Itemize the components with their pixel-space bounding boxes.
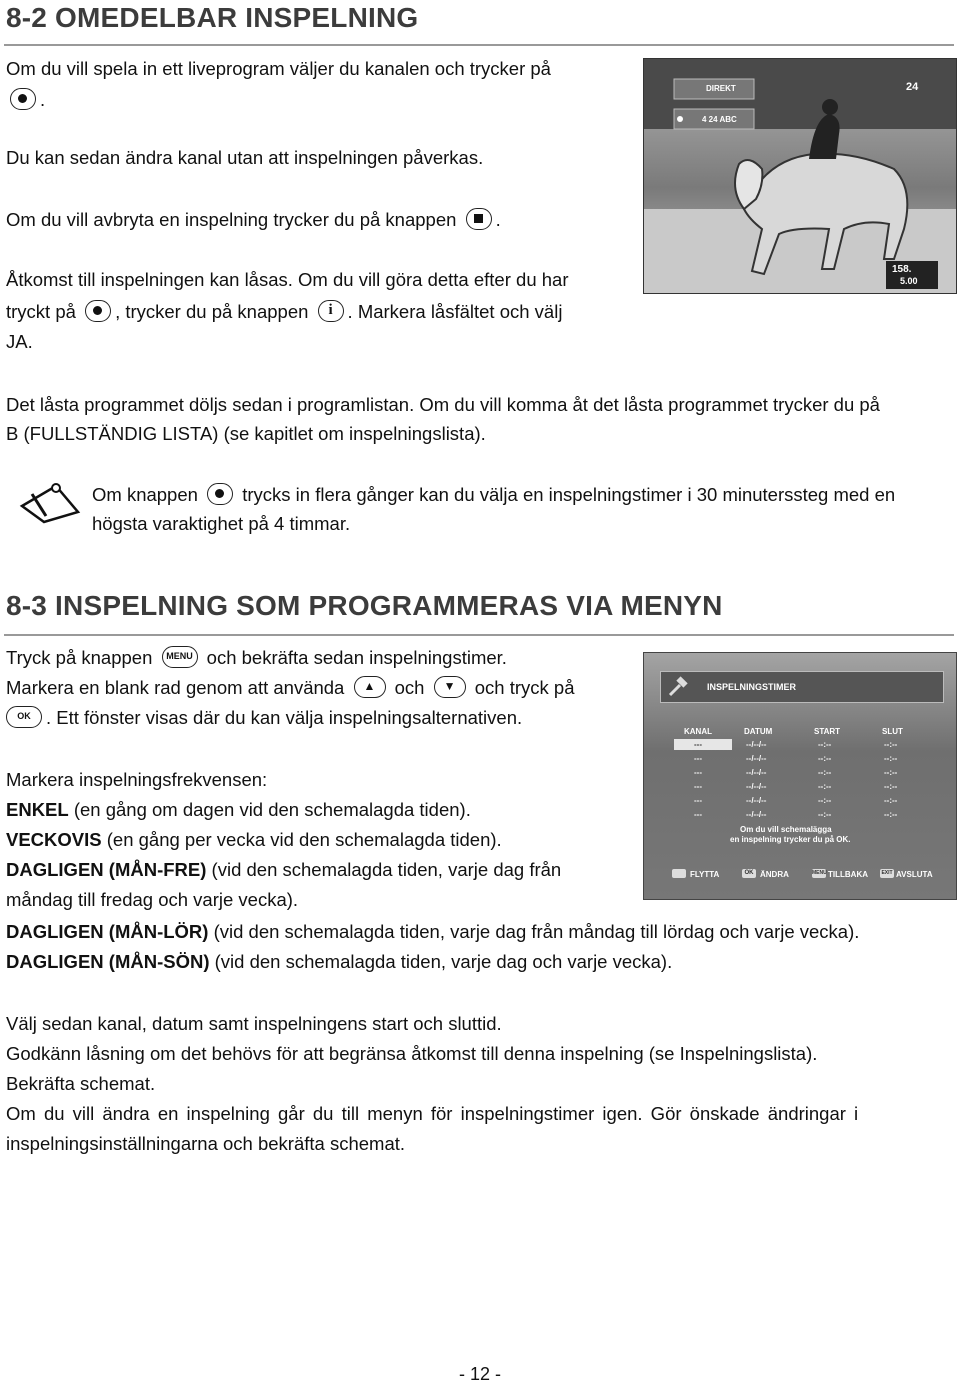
down-arrow-button-icon: ▼: [434, 676, 466, 698]
paragraph-lock: Åtkomst till inspelningen kan låsas. Om du vill göra detta efter du har: [6, 269, 569, 290]
text: Om du vill spela in ett liveprogram väljer du kanalen och trycker på: [6, 58, 551, 79]
tv-channel-info: 4 24 ABC: [702, 115, 737, 124]
col-header-kanal: KANAL: [684, 727, 712, 736]
col-header-start: START: [814, 727, 841, 736]
paragraph-locked-hidden: Det låsta programmet döljs sedan i programlistan. Om du vill komma åt det låsta programmet trycker du på: [6, 394, 880, 415]
col-header-datum: DATUM: [744, 727, 773, 736]
cell: --:--: [884, 754, 898, 763]
cell: ---: [694, 810, 702, 819]
section-title-8-3: 8-3 INSPELNING SOM PROGRAMMERAS VIA MENYN: [6, 590, 723, 621]
cell: --:--: [818, 754, 832, 763]
move-key-icon: [672, 869, 686, 878]
note-text: [92, 483, 895, 507]
text: Om du vill avbryta en inspelning trycker du på knappen: [6, 209, 457, 230]
text: , trycker du på knappen: [115, 301, 309, 322]
text: . Ett fönster visas där du kan välja inspelningsalternativen.: [46, 707, 523, 728]
option-desc: (en gång om dagen vid den schemalagda tiden).: [68, 799, 471, 820]
hammer-icon: [667, 676, 689, 698]
cell: --/--/--: [746, 810, 767, 819]
instruction-select: Välj sedan kanal, datum samt inspelningens start och sluttid.: [6, 1013, 502, 1034]
paragraph-lock-cont: [6, 300, 562, 324]
text: Tryck på knappen: [6, 647, 153, 668]
option-label: DAGLIGEN (MÅN-SÖN): [6, 951, 210, 972]
option-label: VECKOVIS: [6, 829, 102, 850]
cell: --:--: [884, 796, 898, 805]
instruction-modify: Om du vill ändra en inspelning går du till menyn för inspelningstimer igen. Gör önskade ändringar i: [6, 1103, 859, 1124]
option-desc: (vid den schemalagda tiden, varje dag och varje vecka).: [209, 951, 673, 972]
text: .: [40, 89, 46, 110]
text: .: [495, 209, 501, 230]
cell: --:--: [818, 810, 832, 819]
page-number: - 12 -: [458, 1364, 501, 1384]
cell: --:--: [818, 740, 832, 749]
tv-channel-number: 24: [906, 81, 919, 93]
footer-move[interactable]: FLYTTA: [690, 870, 720, 879]
record-button-icon: [85, 300, 111, 322]
option-enkel: [6, 798, 471, 822]
cell: --:--: [884, 768, 898, 777]
record-button-icon: [207, 483, 233, 505]
text: Om knappen: [92, 484, 198, 505]
select-frequency: Markera inspelningsfrekvensen:: [6, 769, 268, 790]
tv-screenshot: [643, 58, 957, 294]
exit-key-icon: EXIT: [881, 870, 893, 876]
cell: ---: [694, 796, 702, 805]
score-line-2: 5.00: [900, 276, 918, 286]
record-button-icon: [10, 88, 36, 110]
footer-back[interactable]: TILLBAKA: [828, 870, 868, 879]
menu-key-icon: MENU: [812, 870, 827, 876]
option-desc: (vid den schemalagda tiden, varje dag från: [206, 859, 562, 880]
instruction-modify-cont: inspelningsinställningarna och bekräfta schemat.: [6, 1133, 406, 1154]
option-daglig-man-fre: [6, 858, 561, 882]
cell: --:--: [884, 740, 898, 749]
menu-title: INSPELNINGSTIMER: [707, 682, 797, 692]
footer-exit[interactable]: AVSLUTA: [896, 870, 933, 879]
info-button-icon: i: [318, 300, 344, 322]
note-text-cont: högsta varaktighet på 4 timmar.: [92, 513, 351, 534]
ok-key-icon: OK: [742, 869, 756, 878]
option-label: DAGLIGEN (MÅN-LÖR): [6, 921, 209, 942]
cell: --/--/--: [746, 782, 767, 791]
cell: ---: [694, 740, 702, 749]
horse-race-image: [644, 59, 956, 293]
text: och tryck på: [474, 677, 575, 698]
cell: --/--/--: [746, 796, 767, 805]
cell: --:--: [818, 782, 832, 791]
text: och bekräfta sedan inspelningstimer.: [206, 647, 507, 668]
menu-header-bar: [660, 671, 944, 703]
cell: --/--/--: [746, 768, 767, 777]
col-header-slut: SLUT: [882, 727, 903, 736]
option-label: DAGLIGEN (MÅN-FRE): [6, 859, 207, 880]
text: och: [394, 677, 425, 698]
text: trycks in flera gånger kan du välja en inspelningstimer i 30 minuterssteg med en: [242, 484, 896, 505]
selected-row-highlight: [674, 739, 732, 750]
cell: --/--/--: [746, 740, 767, 749]
text: Markera en blank rad genom att använda: [6, 677, 345, 698]
paragraph-change-channel: Du kan sedan ändra kanal utan att inspelningen påverkas.: [6, 147, 484, 168]
step-menu: [6, 646, 507, 670]
tv-mode-label: DIREKT: [706, 84, 736, 93]
cell: --:--: [818, 796, 832, 805]
cell: --/--/--: [746, 754, 767, 763]
menu-footer: [644, 865, 956, 885]
paragraph-stop: [6, 208, 501, 232]
cell: ---: [694, 782, 702, 791]
cell: --:--: [884, 782, 898, 791]
paragraph-lock-end: JA.: [6, 331, 33, 352]
option-daglig-man-fre-cont: måndag till fredag och varje vecka).: [6, 889, 299, 910]
option-desc: (en gång per vecka vid den schemalagda tiden).: [101, 829, 502, 850]
option-label: ENKEL: [6, 799, 69, 820]
recording-timer-menu-screenshot: [643, 652, 957, 900]
up-arrow-button-icon: ▲: [354, 676, 386, 698]
section-rule: [4, 44, 954, 46]
option-daglig-man-lor: [6, 920, 859, 944]
ok-button-icon: OK: [6, 706, 42, 728]
score-line-1: 158.: [892, 264, 912, 275]
cell: --:--: [884, 810, 898, 819]
instruction-confirm: Bekräfta schemat.: [6, 1073, 156, 1094]
cell: --:--: [818, 768, 832, 777]
menu-button-icon: MENU: [162, 646, 198, 668]
option-desc: (vid den schemalagda tiden, varje dag från måndag till lördag och varje vecka).: [208, 921, 860, 942]
paragraph-locked-hidden-cont: B (FULLSTÄNDIG LISTA) (se kapitlet om inspelningslista).: [6, 423, 486, 444]
paragraph-live-cont: [6, 88, 45, 112]
option-daglig-man-son: [6, 950, 672, 974]
step-select-row: [6, 676, 575, 700]
cell: ---: [694, 768, 702, 777]
paragraph-live: [6, 57, 551, 81]
footer-edit[interactable]: ÄNDRA: [760, 870, 789, 879]
menu-hint-line-2: en inspelning trycker du på OK.: [730, 835, 851, 844]
menu-hint-line-1: Om du vill schemalägga: [740, 825, 832, 834]
section-title-8-2: 8-2 OMEDELBAR INSPELNING: [6, 2, 419, 33]
text: . Markera låsfältet och välj: [347, 301, 563, 322]
cell: ---: [694, 754, 702, 763]
tv-score-box: [886, 261, 938, 289]
text: tryckt på: [6, 301, 76, 322]
option-veckovis: [6, 828, 502, 852]
section-rule: [4, 634, 954, 636]
step-window: [6, 706, 522, 730]
instruction-lock: Godkänn låsning om det behövs för att begränsa åtkomst till denna inspelning (se Inspelningslista).: [6, 1043, 818, 1064]
stop-button-icon: [466, 208, 492, 230]
note-pencil-icon: [18, 480, 82, 526]
